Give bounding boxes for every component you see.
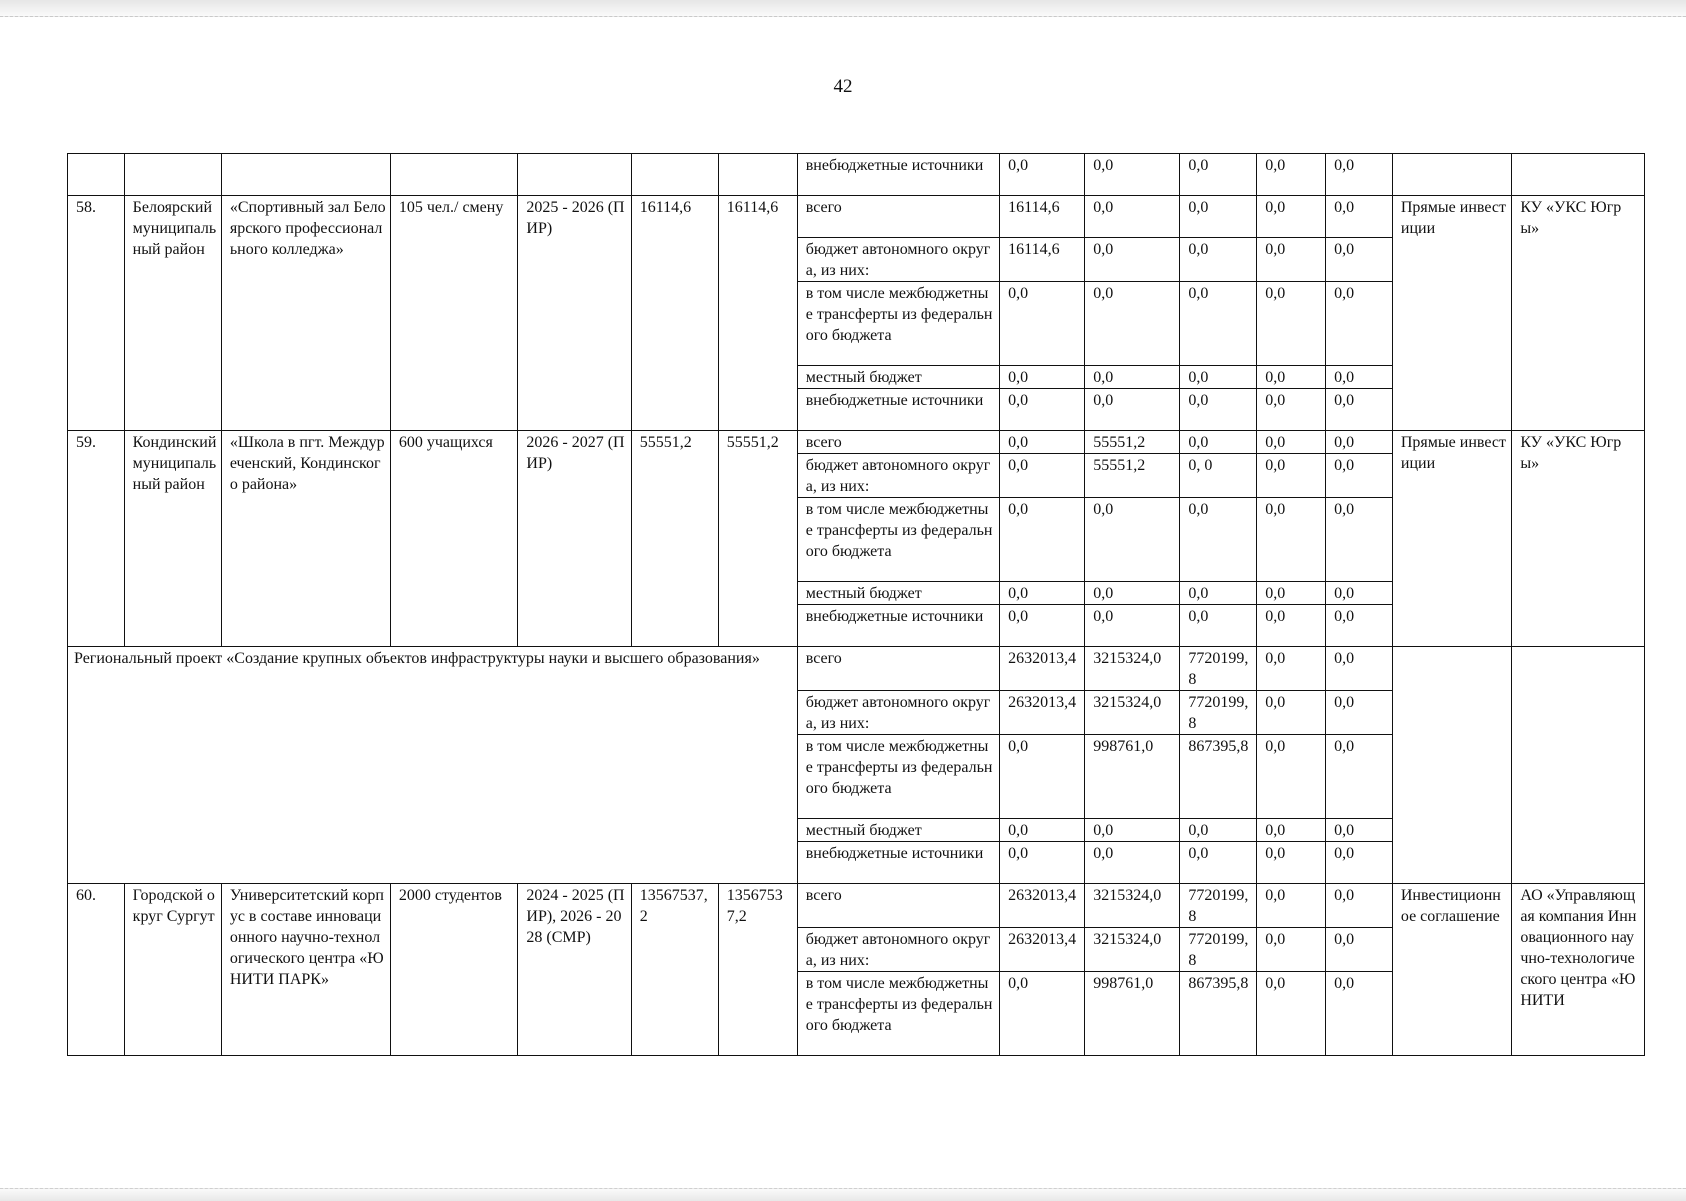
value-cell: 0,0 [1326, 498, 1393, 582]
value-cell: 0,0 [1326, 647, 1393, 691]
value-cell: 0,0 [1257, 735, 1326, 819]
funding-source: внебюджетные источники [797, 154, 999, 196]
funding-source: бюджет автономного округа, из них: [797, 454, 999, 498]
value-cell: 0,0 [1180, 842, 1257, 884]
funding-source: внебюджетные источники [797, 389, 999, 431]
blank-cell [631, 154, 718, 196]
territory: Городской округ Сургут [124, 884, 221, 1056]
table-row [68, 196, 1645, 238]
value-cell: 0,0 [1326, 431, 1393, 454]
blank-cell [718, 154, 797, 196]
row-number: 60. [68, 884, 125, 1056]
value-cell: 2632013,4 [1000, 884, 1085, 928]
value-cell: 0,0 [1000, 389, 1085, 431]
remaining-cost: 55551,2 [718, 431, 797, 647]
value-cell: 2632013,4 [1000, 647, 1085, 691]
value-cell: 55551,2 [1085, 431, 1180, 454]
value-cell: 3215324,0 [1085, 884, 1180, 928]
funding-source: всего [797, 647, 999, 691]
value-cell: 0,0 [1180, 605, 1257, 647]
value-cell: 0,0 [1085, 366, 1180, 389]
value-cell: 867395,8 [1180, 735, 1257, 819]
blank-cell [68, 154, 125, 196]
object-name: «Школа в пгт. Междуреченский, Кондинского района» [221, 431, 390, 647]
value-cell: 0,0 [1326, 196, 1393, 238]
funding-source: местный бюджет [797, 366, 999, 389]
cost: 16114,6 [631, 196, 718, 431]
period: 2025 - 2026 (ПИР) [518, 196, 631, 431]
value-cell: 0,0 [1000, 498, 1085, 582]
value-cell: 0,0 [1257, 366, 1326, 389]
object-name: Университетский корпус в составе инновационного научно-технологического центра «ЮНИТИ ПАРК» [221, 884, 390, 1056]
value-cell: 2632013,4 [1000, 928, 1085, 972]
row-number: 59. [68, 431, 125, 647]
blank-cell [221, 154, 390, 196]
value-cell: 0,0 [1180, 582, 1257, 605]
value-cell: 867395,8 [1180, 972, 1257, 1056]
value-cell: 0,0 [1180, 196, 1257, 238]
object-name: «Спортивный зал Белоярского профессионального колледжа» [221, 196, 390, 431]
value-cell: 3215324,0 [1085, 691, 1180, 735]
value-cell: 0,0 [1180, 282, 1257, 366]
value-cell: 0, 0 [1180, 454, 1257, 498]
row-number: 58. [68, 196, 125, 431]
mechanism: Инвестиционное соглашение [1392, 884, 1511, 1056]
value-cell: 0,0 [1000, 431, 1085, 454]
remaining-cost: 13567537,2 [718, 884, 797, 1056]
value-cell: 998761,0 [1085, 735, 1180, 819]
value-cell: 0,0 [1000, 842, 1085, 884]
customer: АО «Управляющая компания Инновационного научно-технологического центра «ЮНИТИ [1512, 884, 1645, 1056]
capacity: 2000 студентов [390, 884, 518, 1056]
value-cell: 3215324,0 [1085, 928, 1180, 972]
value-cell: 2632013,4 [1000, 691, 1085, 735]
blank-cell [1392, 647, 1511, 884]
value-cell: 0,0 [1085, 282, 1180, 366]
customer: КУ «УКС Югры» [1512, 196, 1645, 431]
value-cell: 0,0 [1000, 819, 1085, 842]
value-cell: 0,0 [1000, 582, 1085, 605]
value-cell: 0,0 [1326, 691, 1393, 735]
scan-edge-top [0, 0, 1686, 17]
value-cell: 0,0 [1085, 605, 1180, 647]
cost: 55551,2 [631, 431, 718, 647]
value-cell: 0,0 [1180, 389, 1257, 431]
funding-source: в том числе межбюджетные трансферты из федерального бюджета [797, 972, 999, 1056]
value-cell: 0,0 [1257, 691, 1326, 735]
value-cell: 0,0 [1085, 389, 1180, 431]
value-cell: 0,0 [1257, 647, 1326, 691]
value-cell: 0,0 [1085, 582, 1180, 605]
value-cell: 0,0 [1326, 884, 1393, 928]
period: 2024 - 2025 (ПИР), 2026 - 2028 (СМР) [518, 884, 631, 1056]
value-cell: 0,0 [1180, 366, 1257, 389]
blank-cell [124, 154, 221, 196]
value-cell: 0,0 [1257, 819, 1326, 842]
value-cell: 0,0 [1257, 884, 1326, 928]
blank-cell [1512, 154, 1645, 196]
funding-source: в том числе межбюджетные трансферты из федерального бюджета [797, 282, 999, 366]
funding-source: всего [797, 196, 999, 238]
table-row [68, 154, 1645, 196]
capacity: 600 учащихся [390, 431, 518, 647]
territory: Кондинский муниципальный район [124, 431, 221, 647]
value-cell: 0,0 [1326, 819, 1393, 842]
value-cell: 0,0 [1257, 389, 1326, 431]
value-cell: 0,0 [1326, 238, 1393, 282]
capacity: 105 чел./ смену [390, 196, 518, 431]
funding-source: всего [797, 884, 999, 928]
value-cell: 0,0 [1326, 582, 1393, 605]
funding-source: в том числе межбюджетные трансферты из федерального бюджета [797, 498, 999, 582]
period: 2026 - 2027 (ПИР) [518, 431, 631, 647]
value-cell: 0,0 [1257, 498, 1326, 582]
blank-cell [1392, 154, 1511, 196]
value-cell: 0,0 [1326, 366, 1393, 389]
value-cell: 7720199,8 [1180, 884, 1257, 928]
value-cell: 0,0 [1000, 366, 1085, 389]
table-row [68, 647, 1645, 691]
value-cell: 0,0 [1257, 431, 1326, 454]
value-cell: 0,0 [1257, 238, 1326, 282]
value-cell: 0,0 [1180, 431, 1257, 454]
value-cell: 0,0 [1326, 454, 1393, 498]
value-cell: 0,0 [1326, 154, 1393, 196]
funding-source: внебюджетные источники [797, 605, 999, 647]
funding-source: в том числе межбюджетные трансферты из федерального бюджета [797, 735, 999, 819]
funding-source: бюджет автономного округа, из них: [797, 928, 999, 972]
value-cell: 0,0 [1180, 819, 1257, 842]
value-cell: 0,0 [1085, 498, 1180, 582]
value-cell: 0,0 [1257, 454, 1326, 498]
funding-source: всего [797, 431, 999, 454]
value-cell: 0,0 [1326, 842, 1393, 884]
value-cell: 0,0 [1326, 972, 1393, 1056]
value-cell: 0,0 [1326, 282, 1393, 366]
funding-source: местный бюджет [797, 819, 999, 842]
blank-cell [390, 154, 518, 196]
territory: Белоярский муниципальный район [124, 196, 221, 431]
value-cell: 0,0 [1257, 605, 1326, 647]
value-cell: 0,0 [1000, 972, 1085, 1056]
value-cell: 16114,6 [1000, 196, 1085, 238]
mechanism: Прямые инвестиции [1392, 196, 1511, 431]
value-cell: 7720199,8 [1180, 691, 1257, 735]
mechanism: Прямые инвестиции [1392, 431, 1511, 647]
value-cell: 7720199,8 [1180, 928, 1257, 972]
value-cell: 0,0 [1326, 735, 1393, 819]
funding-source: местный бюджет [797, 582, 999, 605]
blank-cell [518, 154, 631, 196]
value-cell: 0,0 [1000, 282, 1085, 366]
value-cell: 0,0 [1085, 842, 1180, 884]
value-cell: 0,0 [1326, 605, 1393, 647]
value-cell: 0,0 [1085, 819, 1180, 842]
value-cell: 998761,0 [1085, 972, 1180, 1056]
remaining-cost: 16114,6 [718, 196, 797, 431]
value-cell: 0,0 [1000, 605, 1085, 647]
value-cell: 7720199,8 [1180, 647, 1257, 691]
value-cell: 0,0 [1257, 842, 1326, 884]
scan-edge-bottom [0, 1188, 1686, 1201]
value-cell: 16114,6 [1000, 238, 1085, 282]
value-cell: 0,0 [1180, 238, 1257, 282]
value-cell: 0,0 [1180, 498, 1257, 582]
table-row [68, 884, 1645, 928]
value-cell: 0,0 [1180, 154, 1257, 196]
value-cell: 0,0 [1257, 154, 1326, 196]
value-cell: 0,0 [1000, 154, 1085, 196]
funding-source: бюджет автономного округа, из них: [797, 691, 999, 735]
customer: КУ «УКС Югры» [1512, 431, 1645, 647]
value-cell: 0,0 [1257, 196, 1326, 238]
cost: 13567537,2 [631, 884, 718, 1056]
value-cell: 0,0 [1257, 972, 1326, 1056]
page-number: 42 [833, 76, 853, 97]
value-cell: 0,0 [1326, 928, 1393, 972]
value-cell: 0,0 [1085, 238, 1180, 282]
regional-project-title: Региональный проект «Создание крупных объектов инфраструктуры науки и высшего образования» [68, 647, 798, 884]
blank-cell [1512, 647, 1645, 884]
value-cell: 55551,2 [1085, 454, 1180, 498]
value-cell: 0,0 [1326, 389, 1393, 431]
value-cell: 0,0 [1000, 454, 1085, 498]
value-cell: 0,0 [1085, 196, 1180, 238]
funding-source: внебюджетные источники [797, 842, 999, 884]
value-cell: 0,0 [1257, 928, 1326, 972]
funding-source: бюджет автономного округа, из них: [797, 238, 999, 282]
value-cell: 3215324,0 [1085, 647, 1180, 691]
investment-table [67, 153, 1645, 1056]
value-cell: 0,0 [1085, 154, 1180, 196]
value-cell: 0,0 [1257, 582, 1326, 605]
value-cell: 0,0 [1257, 282, 1326, 366]
table-row [68, 431, 1645, 454]
value-cell: 0,0 [1000, 735, 1085, 819]
